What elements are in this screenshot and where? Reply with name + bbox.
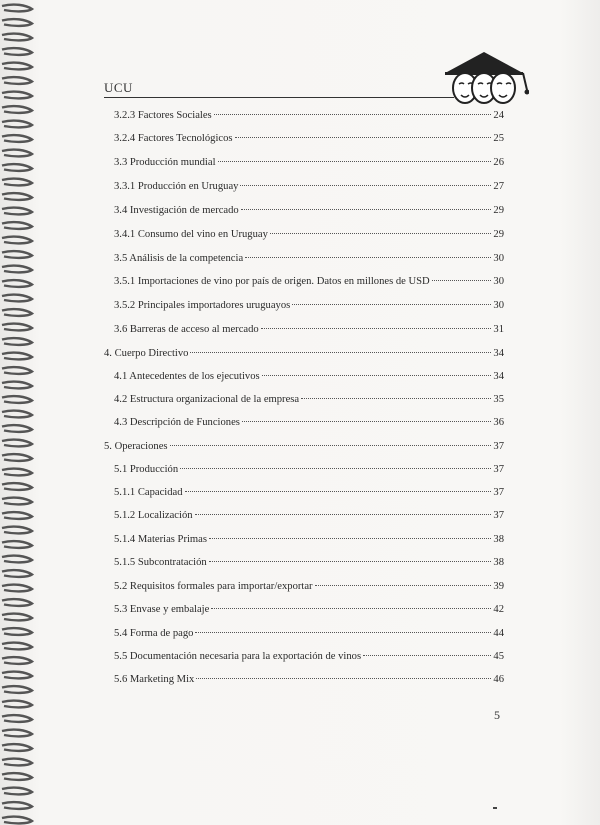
toc-entry: [104, 276, 504, 290]
binding-coil: [2, 788, 32, 795]
toc-entry-page: 31: [493, 324, 504, 335]
binding-coil: [2, 672, 32, 679]
binding-coil: [2, 309, 32, 316]
toc-leader-dots: [209, 537, 491, 539]
binding-coil: [2, 150, 32, 157]
toc-leader-dots: [195, 631, 491, 633]
toc-leader-dots: [170, 444, 492, 446]
toc-entry-page: 37: [493, 487, 504, 498]
binding-coil: [2, 744, 32, 751]
binding-coil: [2, 382, 32, 389]
binding-coil: [2, 77, 32, 84]
binding-coil: [2, 121, 32, 128]
toc-entry-page: 42: [493, 604, 504, 615]
binding-coil: [2, 222, 32, 229]
toc-entry-title: 5.1 Producción: [114, 464, 179, 475]
toc-entry: [104, 581, 504, 595]
binding-coil: [2, 730, 32, 737]
toc-leader-dots: [301, 397, 491, 399]
toc-entry: [104, 557, 504, 571]
binding-coil: [2, 643, 32, 650]
binding-coil: [2, 251, 32, 258]
header-label: UCU: [104, 80, 133, 95]
toc-entry: [104, 651, 504, 665]
toc-entry-title: 5. Operaciones: [104, 441, 168, 452]
binding-coil: [2, 396, 32, 403]
toc-entry-title: 3.3.1 Producción en Uruguay: [114, 181, 239, 192]
toc-entry-page: 30: [493, 276, 504, 287]
toc-entry-title: 5.1.5 Subcontratación: [114, 557, 207, 568]
toc-leader-dots: [218, 160, 492, 162]
binding-coil: [2, 19, 32, 26]
toc-leader-dots: [196, 677, 491, 679]
binding-coil: [2, 34, 32, 41]
spiral-binding: [0, 0, 40, 825]
binding-coil: [2, 628, 32, 635]
toc-entry: [104, 181, 504, 195]
toc-entry: [104, 674, 504, 688]
toc-leader-dots: [235, 136, 492, 138]
toc-entry-title: 3.5.2 Principales importadores uruguayos: [114, 300, 291, 311]
toc-entry: [104, 110, 504, 124]
toc-entry: [104, 229, 504, 243]
binding-coil: [2, 280, 32, 287]
binding-coil: [2, 657, 32, 664]
toc-entry-page: 24: [493, 110, 504, 121]
binding-coil: [2, 541, 32, 548]
header-rule: [104, 97, 454, 98]
binding-coil: [2, 802, 32, 809]
binding-coil: [2, 454, 32, 461]
toc-entry-title: 3.6 Barreras de acceso al mercado: [114, 324, 259, 335]
toc-entry: [104, 464, 504, 478]
toc-leader-dots: [270, 232, 492, 234]
binding-coil: [2, 367, 32, 374]
binding-coil: [2, 512, 32, 519]
toc-leader-dots: [261, 327, 492, 329]
binding-coil: [2, 686, 32, 693]
toc-entry: [104, 157, 504, 171]
toc-leader-dots: [315, 584, 492, 586]
binding-coil: [2, 63, 32, 70]
toc-entry: [104, 371, 504, 385]
binding-coil: [2, 5, 32, 12]
toc-entry-page: 38: [493, 557, 504, 568]
toc-leader-dots: [190, 351, 491, 353]
toc-entry: [104, 205, 504, 219]
toc-entry: [104, 253, 504, 267]
binding-coil: [2, 237, 32, 244]
toc-leader-dots: [195, 513, 492, 515]
toc-leader-dots: [262, 374, 492, 376]
toc-entry-page: 37: [493, 510, 504, 521]
toc-entry-page: 29: [493, 229, 504, 240]
toc-entry-page: 44: [493, 628, 504, 639]
binding-coil: [2, 715, 32, 722]
ucu-faces-logo-icon: [439, 50, 529, 108]
binding-coil: [2, 193, 32, 200]
binding-coil: [2, 92, 32, 99]
toc-entry-title: 4.1 Antecedentes de los ejecutivos: [114, 371, 260, 382]
binding-coil: [2, 483, 32, 490]
toc-entry: [104, 133, 504, 147]
toc-entry-page: 37: [493, 441, 504, 452]
toc-entry-title: 4.3 Descripción de Funciones: [114, 417, 240, 428]
toc-entry-title: 4.2 Estructura organizacional de la empresa: [114, 394, 300, 405]
binding-coil: [2, 164, 32, 171]
toc-leader-dots: [363, 654, 491, 656]
binding-coil: [2, 266, 32, 273]
binding-coil: [2, 179, 32, 186]
toc-entry: [104, 534, 504, 548]
page-number: 5: [494, 708, 500, 722]
toc-entry-page: 27: [493, 181, 504, 192]
binding-coil: [2, 469, 32, 476]
toc-leader-dots: [209, 560, 492, 562]
toc-entry-page: 38: [493, 534, 504, 545]
binding-coil: [2, 759, 32, 766]
toc-entry-page: 25: [493, 133, 504, 144]
toc-leader-dots: [432, 279, 492, 281]
toc-leader-dots: [214, 113, 492, 115]
toc-leader-dots: [242, 420, 491, 422]
toc-entry-page: 34: [493, 371, 504, 382]
toc-entry-title: 3.4.1 Consumo del vino en Uruguay: [114, 229, 268, 240]
toc-leader-dots: [185, 490, 492, 492]
toc-entry-title: 3.3 Producción mundial: [114, 157, 216, 168]
toc-entry-page: 30: [493, 300, 504, 311]
toc-leader-dots: [241, 208, 492, 210]
toc-entry-page: 45: [493, 651, 504, 662]
toc-entry-title: 5.4 Forma de pago: [114, 628, 194, 639]
toc-entry-page: 39: [493, 581, 504, 592]
toc-leader-dots: [211, 607, 491, 609]
toc-entry-page: 34: [493, 348, 504, 359]
toc-entry-page: 46: [493, 674, 504, 685]
toc-entry: [104, 300, 504, 314]
toc-entry-title: 3.5.1 Importaciones de vino por país de origen. Datos en millones de USD: [114, 276, 430, 287]
toc-entry-title: 4. Cuerpo Directivo: [104, 348, 189, 359]
toc-entry-page: 29: [493, 205, 504, 216]
toc-entry-page: 37: [493, 464, 504, 475]
binding-coil: [2, 556, 32, 563]
binding-coil: [2, 324, 32, 331]
toc-entry: [104, 510, 504, 524]
toc-entry-page: 36: [493, 417, 504, 428]
toc-entry-title: 3.2.3 Factores Sociales: [114, 110, 212, 121]
scan-speck: [493, 807, 497, 809]
binding-coil: [2, 817, 32, 824]
page-header: [104, 70, 524, 110]
binding-coil: [2, 411, 32, 418]
binding-coil: [2, 135, 32, 142]
toc-entry-page: 30: [493, 253, 504, 264]
toc-entry: [104, 628, 504, 642]
toc-entry: [104, 604, 504, 618]
binding-coil: [2, 701, 32, 708]
toc-entry-title: 5.3 Envase y embalaje: [114, 604, 210, 615]
toc-entry-title: 5.1.1 Capacidad: [114, 487, 183, 498]
binding-coil: [2, 106, 32, 113]
toc-entry-title: 3.4 Investigación de mercado: [114, 205, 239, 216]
toc-leader-dots: [292, 303, 491, 305]
toc-entry-title: 3.2.4 Factores Tecnológicos: [114, 133, 233, 144]
binding-coil: [2, 570, 32, 577]
binding-coil: [2, 440, 32, 447]
toc-entry: [104, 417, 504, 431]
toc-entry: [104, 487, 504, 501]
toc-entry-title: 5.2 Requisitos formales para importar/exportar: [114, 581, 313, 592]
binding-coil: [2, 773, 32, 780]
toc-entry-title: 5.6 Marketing Mix: [114, 674, 195, 685]
toc-entry-title: 3.5 Análisis de la competencia: [114, 253, 244, 264]
toc-entry-title: 5.1.4 Materias Primas: [114, 534, 207, 545]
binding-coil: [2, 527, 32, 534]
toc-entry: [104, 441, 504, 455]
binding-coil: [2, 48, 32, 55]
binding-coil: [2, 425, 32, 432]
toc-entry-page: 35: [493, 394, 504, 405]
toc-entry-page: 26: [493, 157, 504, 168]
binding-coil: [2, 585, 32, 592]
binding-coil: [2, 498, 32, 505]
binding-coil: [2, 338, 32, 345]
binding-coil: [2, 295, 32, 302]
toc-entry: [104, 394, 504, 408]
toc-entry-title: 5.1.2 Localización: [114, 510, 193, 521]
binding-coil: [2, 208, 32, 215]
binding-coil: [2, 353, 32, 360]
toc-leader-dots: [240, 184, 491, 186]
toc-leader-dots: [180, 467, 491, 469]
toc-entry-title: 5.5 Documentación necesaria para la exportación de vinos: [114, 651, 362, 662]
binding-coil: [2, 599, 32, 606]
binding-coil: [2, 614, 32, 621]
toc-entry: [104, 348, 504, 362]
toc-entry: [104, 324, 504, 338]
toc-leader-dots: [245, 256, 491, 258]
